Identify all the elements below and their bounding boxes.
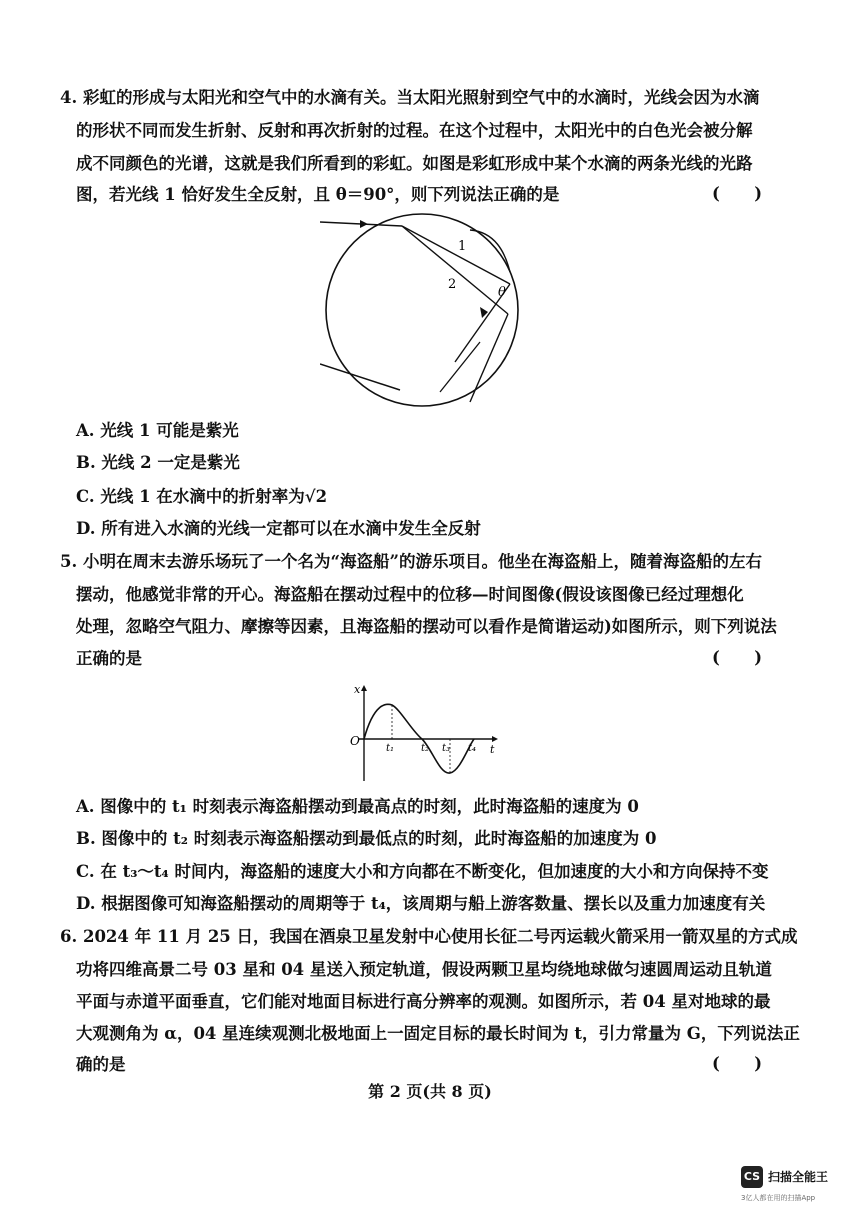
q4-option-b: B. 光线 2 一定是紫光 bbox=[76, 453, 240, 472]
ray-1-label: 1 bbox=[458, 239, 467, 254]
q4-line-4: 图，若光线 1 恰好发生全反射，且 θ＝90°，则下列说法正确的是 bbox=[76, 185, 560, 204]
q6-answer-paren: ( ) bbox=[712, 1054, 763, 1073]
q5-line-3: 处理，忽略空气阻力、摩擦等因素，且海盗船的摆动可以看作是简谐运动)如图所示，则下列说法 bbox=[76, 617, 777, 636]
q6-line-1: 6. 2024 年 11 月 25 日，我国在酒泉卫星发射中心使用长征二号丙运载火箭采用一箭双星的方式成 bbox=[60, 927, 798, 946]
q5-answer-paren: ( ) bbox=[712, 648, 763, 667]
q5-option-a: A. 图像中的 t₁ 时刻表示海盗船摆动到最高点的时刻，此时海盗船的速度为 0 bbox=[76, 797, 639, 816]
q5-option-b: B. 图像中的 t₂ 时刻表示海盗船摆动到最低点的时刻，此时海盗船的加速度为 0 bbox=[76, 829, 657, 848]
q5-option-d: D. 根据图像可知海盗船摆动的周期等于 t₄，该周期与船上游客数量、摆长以及重力加速度有关 bbox=[76, 894, 766, 913]
theta-label: θ bbox=[498, 285, 506, 300]
ray-1-inside bbox=[402, 226, 510, 284]
q4-line-3: 成不同颜色的光谱，这就是我们所看到的彩虹。如图是彩虹形成中某个水滴的两条光线的光路 bbox=[76, 154, 753, 173]
q5-line-2: 摆动，他感觉非常的开心。海盗船在摆动过程中的位移—时间图像(假设该图像已经过理想化 bbox=[76, 585, 744, 604]
q6-line-3: 平面与赤道平面垂直，它们能对地面目标进行高分辨率的观测。如图所示，若 04 星对地球的最 bbox=[76, 992, 771, 1011]
q6-line-2: 功将四维高景二号 03 星和 04 星送入预定轨道，假设两颗卫星均绕地球做匀速圆周运动且轨道 bbox=[76, 960, 772, 979]
q4-line-2: 的形状不同而发生折射、反射和再次折射的过程。在这个过程中，太阳光中的白色光会被分解 bbox=[76, 121, 753, 140]
reflected-ray-2 bbox=[470, 314, 508, 402]
q4-option-d: D. 所有进入水滴的光线一定都可以在水滴中发生全反射 bbox=[76, 519, 481, 538]
graph-origin-label: O bbox=[350, 734, 360, 748]
pirate-ship-graph bbox=[338, 683, 508, 783]
q4-option-a: A. 光线 1 可能是紫光 bbox=[76, 421, 239, 440]
graph-tick-t2: t₂ bbox=[421, 743, 430, 754]
q4-answer-paren: ( ) bbox=[712, 184, 763, 203]
page-number: 第 2 页(共 8 页) bbox=[368, 1082, 492, 1101]
q5-line-4: 正确的是 bbox=[76, 649, 142, 668]
raindrop-figure bbox=[320, 212, 550, 412]
q6-line-4: 大观测角为 α，04 星连续观测北极地面上一固定目标的最长时间为 t，引力常量为 G，下列说法正 bbox=[76, 1024, 800, 1043]
exit-ray-lower bbox=[320, 364, 400, 390]
graph-tick-t4: t₄ bbox=[468, 743, 477, 754]
q4-option-c: C. 光线 1 在水滴中的折射率为√2 bbox=[76, 487, 328, 506]
q4-line-1: 4. 彩虹的形成与太阳光和空气中的水滴有关。当太阳光照射到空气中的水滴时，光线会因为水滴 bbox=[60, 88, 760, 107]
exit-ray-tail bbox=[440, 342, 480, 392]
scanner-tagline: 3亿人都在用的扫描App bbox=[741, 1194, 816, 1202]
graph-y-label: x bbox=[354, 683, 361, 696]
graph-tick-t1: t₁ bbox=[386, 743, 395, 754]
scanner-logo-icon: CS bbox=[741, 1166, 763, 1188]
scanner-watermark bbox=[741, 1166, 841, 1206]
q5-option-c: C. 在 t₃～t₄ 时间内，海盗船的速度大小和方向都在不断变化，但加速度的大小和方向保持不变 bbox=[76, 862, 769, 881]
graph-tick-t3: t₃ bbox=[442, 743, 451, 754]
graph-x-label: t bbox=[490, 743, 495, 756]
ray-2-label: 2 bbox=[448, 277, 457, 292]
scanner-app-name: 扫描全能王 bbox=[768, 1170, 829, 1184]
q6-line-5: 确的是 bbox=[76, 1055, 126, 1074]
q5-line-1: 5. 小明在周末去游乐场玩了一个名为“海盗船”的游乐项目。他坐在海盗船上，随着海盗船的左右 bbox=[60, 552, 762, 571]
